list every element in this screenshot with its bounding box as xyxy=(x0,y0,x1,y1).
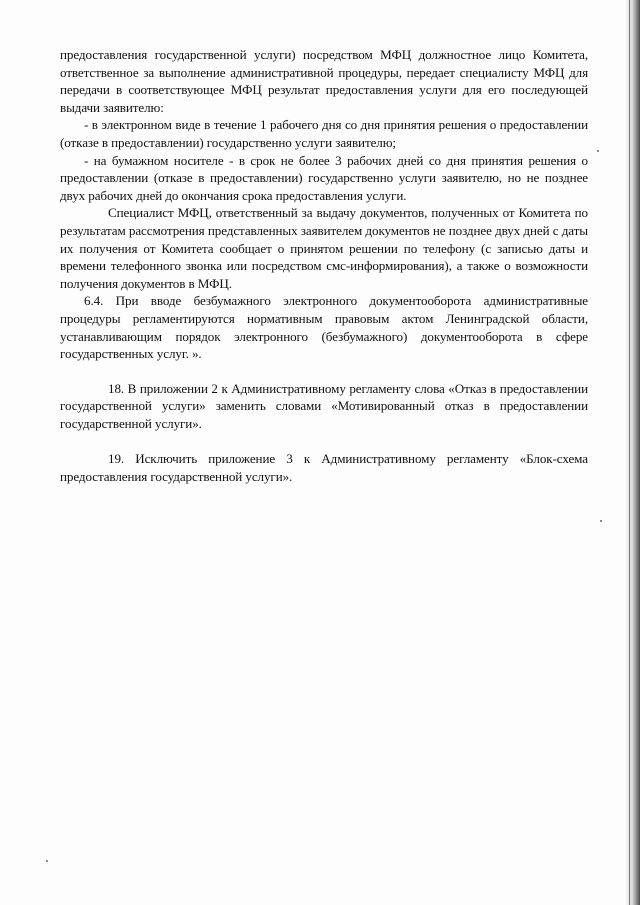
spacer xyxy=(60,363,588,380)
scan-speck xyxy=(46,860,48,862)
document-body xyxy=(60,46,588,486)
paragraph-6-4: 6.4. При вводе безбумажного электронного документооборота административные процедуры регламентируются нормативным правовым актом Ленинградской области, устанавливающим порядок электронного (безбумажного) документооборота в сфере государственных услуг. ». xyxy=(60,293,588,362)
paragraph-paper-form: - на бумажном носителе - в срок не более 3 рабочих дней со дня принятия решения о предоставлении (отказе в предоставлении) государственно услуги заявителю, но не позднее двух рабочих дней до окончания срока предоставления услуги. xyxy=(60,152,588,203)
paragraph-mfc-specialist: Специалист МФЦ, ответственный за выдачу документов, полученных от Комитета по результатам рассмотрения представленных заявителем документов не позднее двух дней с даты их получения от Комитета сообщает о принятом решении по телефону (с записью даты и времени телефонного звонка или посредством смс-информирования), а также о возможности получения документов в МФЦ. xyxy=(60,205,588,291)
paragraph-mfc-transfer: предоставления государственной услуги) посредством МФЦ должностное лицо Комитета, ответственное за выполнение административной процедуры, передает специалисту МФЦ для передачи в соответствующее МФЦ результат предоставления услуги для его последующей выдачи заявителю: xyxy=(60,47,588,115)
paragraph-item-18: 18. В приложении 2 к Административному регламенту слова «Отказ в предоставлении государственной услуги» заменить словами «Мотивированный отказ в предоставлении государственной услуги». xyxy=(60,380,588,431)
spacer xyxy=(60,432,588,450)
scan-speck xyxy=(597,150,599,152)
paragraph-electronic-form: - в электронном виде в течение 1 рабочего дня со дня принятия решения о предоставлении (отказе в предоставлении) государственно услуги заявителю; xyxy=(60,117,588,150)
paragraph-item-19: 19. Исключить приложение 3 к Административному регламенту «Блок-схема предоставления государственной услуги». xyxy=(60,451,588,485)
scan-speck xyxy=(600,520,602,522)
scan-edge-line xyxy=(629,0,630,905)
